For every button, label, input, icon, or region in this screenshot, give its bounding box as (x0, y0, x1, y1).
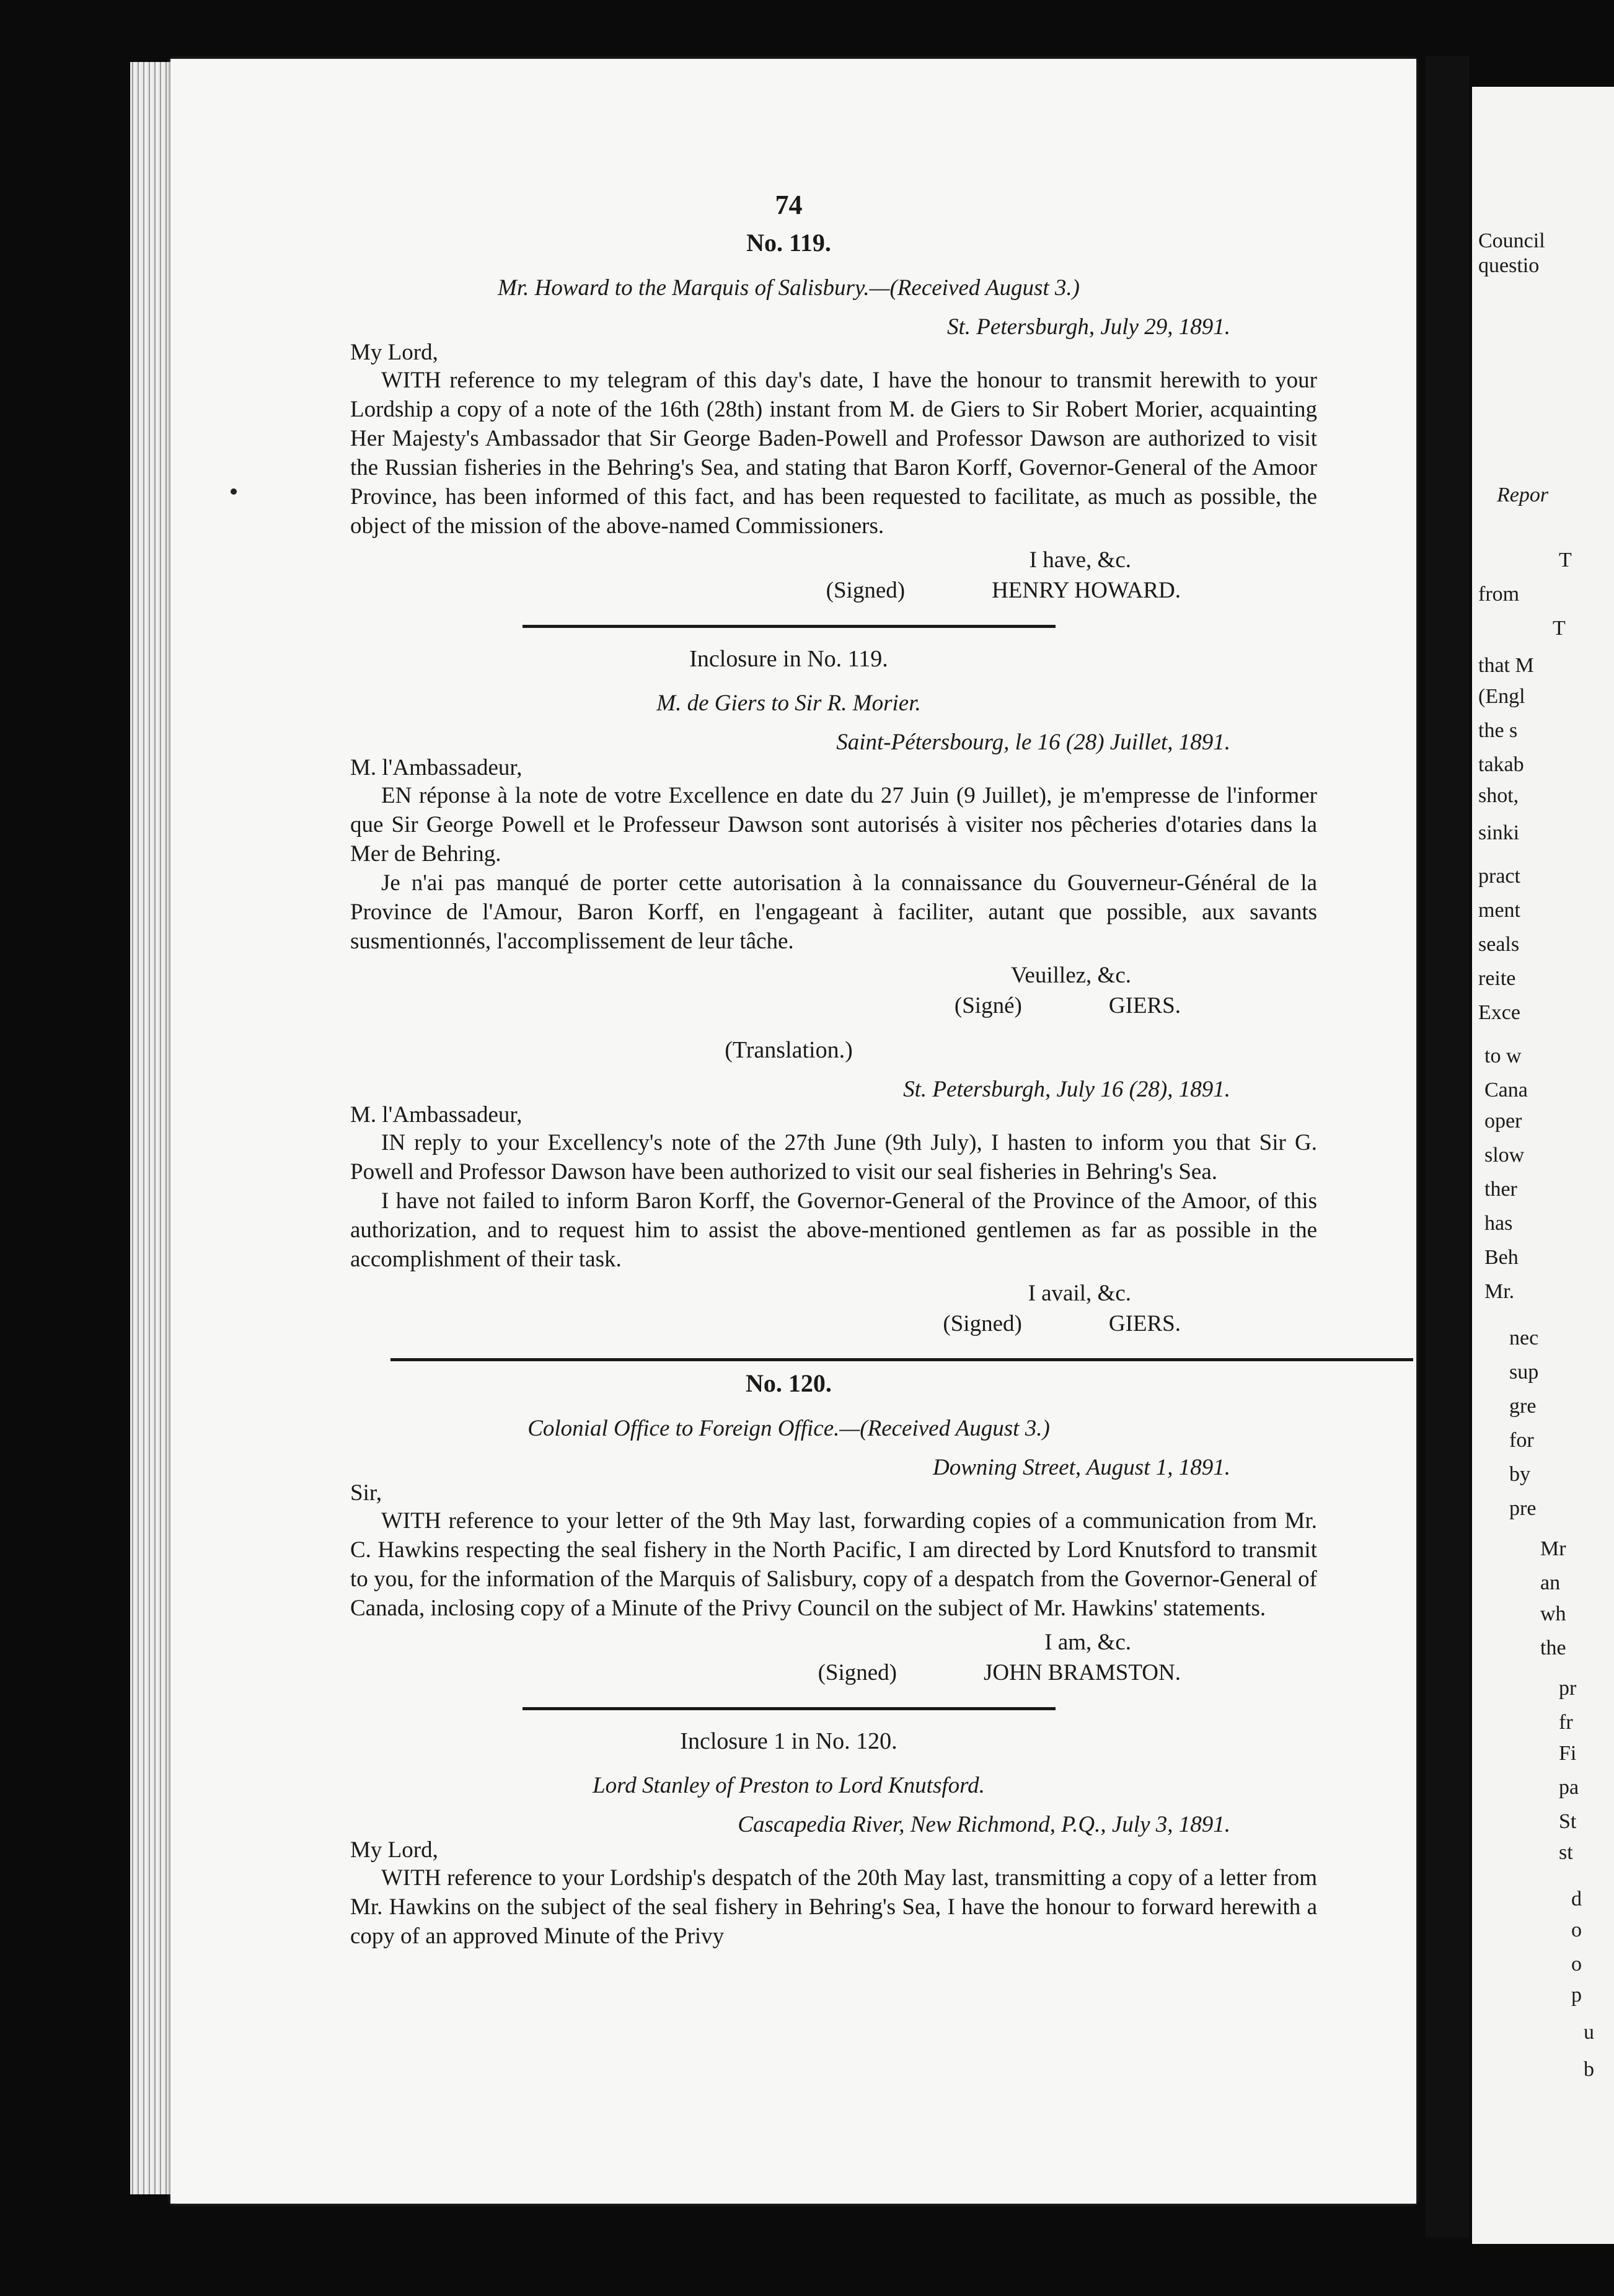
inclosure-120-dateline: Cascapedia River, New Richmond, P.Q., July 3, 1891. (738, 1812, 1230, 1837)
right-page-fragment: T (1559, 549, 1572, 572)
right-page-fragment: b (1584, 2058, 1594, 2081)
inclosure-119-salutation: M. l'Ambassadeur, (350, 755, 523, 780)
right-page (1472, 87, 1614, 2244)
right-page-fragment: takab (1478, 753, 1524, 776)
signed-label: (Signed) (826, 578, 906, 603)
translation-signature (186, 1310, 1391, 1337)
inclosure-119-para-1: EN réponse à la note de votre Excellence en date du 27 Juin (9 Juillet), je m'empresse de l'informer que Sir George Powell et le Professeur Dawson sont autorisés à visiter nos pêcheries d'otaries dans la Mer de Behring. (350, 783, 1317, 867)
signed-label: (Signed) (943, 1311, 1022, 1336)
page-number: 74 (775, 190, 803, 220)
doc-119-salutation: My Lord, (350, 340, 438, 365)
section-divider (523, 1707, 1056, 1710)
right-page-fragment: ment (1478, 899, 1520, 922)
right-page-fragment: gre (1509, 1395, 1537, 1418)
signer-name: GIERS. (1108, 993, 1181, 1018)
right-page-fragment: questio (1478, 254, 1540, 277)
right-page-fragment: slow (1484, 1144, 1525, 1167)
inclosure-119-title: M. de Giers to Sir R. Morier. (656, 691, 921, 716)
translation-closing: I avail, &c. (1028, 1281, 1131, 1306)
section-divider (523, 625, 1056, 628)
inclosure-120-salutation: My Lord, (350, 1837, 438, 1863)
right-page-fragment: Council (1478, 229, 1545, 252)
right-page-fragment: p (1571, 1984, 1582, 2007)
doc-120-salutation: Sir, (350, 1480, 382, 1506)
inclosure-119-dateline: Saint-Pétersbourg, le 16 (28) Juillet, 1891. (836, 730, 1230, 755)
right-page-fragment: Fi (1559, 1742, 1577, 1765)
right-page-fragment: sinki (1478, 821, 1520, 844)
right-page-fragment: Beh (1484, 1246, 1519, 1269)
signer-name: GIERS. (1108, 1311, 1181, 1336)
right-page-fragment: shot, (1478, 784, 1519, 807)
signed-label: (Signé) (954, 993, 1022, 1018)
translation-salutation: M. l'Ambassadeur, (350, 1102, 523, 1128)
signed-label: (Signed) (818, 1660, 897, 1685)
right-page-fragment: from (1478, 583, 1520, 606)
right-page-fragment: u (1584, 2021, 1594, 2044)
right-page-fragment: reite (1478, 967, 1516, 990)
doc-120-signature (186, 1659, 1391, 1686)
doc-120-number: No. 120. (746, 1369, 832, 1397)
right-page-fragment: ther (1484, 1178, 1517, 1201)
page-content (186, 121, 1391, 1951)
doc-119-number: No. 119. (746, 229, 831, 257)
right-page-fragment: that M (1478, 654, 1534, 677)
inclosure-120-heading: Inclosure 1 in No. 120. (680, 1728, 897, 1754)
right-page-fragment: o (1571, 1953, 1582, 1976)
right-page-fragment: (Engl (1478, 685, 1525, 708)
right-page-fragment: wh (1540, 1602, 1566, 1625)
right-page-fragment: pre (1509, 1497, 1537, 1520)
right-page-fragment: nec (1509, 1327, 1539, 1349)
doc-120-dateline: Downing Street, August 1, 1891. (933, 1455, 1230, 1480)
doc-119-body: WITH reference to my telegram of this day's date, I have the honour to transmit herewith to your Lordship a copy of a note of the 16th (28th) instant from M. de Giers to Sir Robert Morier, acquainting Her Majesty's Ambassador that Sir George Baden-Powell and Professor Dawson are authorized to visit the Russian fisheries in the Behring's Sea, and stating that Baron Korff, Governor-General of the Amoor Province, has been informed of this fact, and has been requested to facilitate, as much as possible, the object of the mission of the above-named Commissioners. (350, 368, 1317, 539)
translation-heading: (Translation.) (725, 1037, 853, 1063)
right-page-fragment: fr (1559, 1711, 1573, 1734)
right-page-fragment: St (1559, 1810, 1577, 1833)
inclosure-119-signature (186, 992, 1391, 1019)
inclosure-120-body: WITH reference to your Lordship's despatch of the 20th May last, transmitting a copy of a letter from Mr. Hawkins on the subject of the seal fishery in Behring's Sea, I have the honour to forward herewith a copy of an approved Minute of the Privy (350, 1865, 1317, 1949)
right-page-fragment: st (1559, 1841, 1573, 1864)
doc-119-signature (186, 577, 1391, 604)
right-page-fragment: o (1571, 1918, 1582, 1941)
inclosure-119-para-2: Je n'ai pas manqué de porter cette autorisation à la connaissance du Gouverneur-Général de la Province de l'Amour, Baron Korff, en l'engageant à faciliter, autant que possible, aux savants susmentionnés, l'accomplissement de leur tâche. (350, 870, 1317, 954)
right-page-fragment: Cana (1484, 1079, 1528, 1102)
translation-para-1: IN reply to your Excellency's note of the 27th June (9th July), I hasten to inform you that Sir G. Powell and Professor Dawson have been authorized to visit our seal fisheries in Behring's Sea. (350, 1130, 1317, 1185)
doc-119-title: Mr. Howard to the Marquis of Salisbury.—(Received August 3.) (498, 275, 1080, 301)
right-page-fragment: d (1571, 1888, 1582, 1910)
right-page-fragment: the (1540, 1636, 1566, 1659)
doc-119-closing: I have, &c. (1029, 547, 1131, 573)
right-page-fragment: oper (1484, 1110, 1522, 1133)
right-page-fragment: pract (1478, 865, 1520, 888)
right-page-fragment: Mr. (1484, 1280, 1515, 1303)
inclosure-119-closing: Veuillez, &c. (1010, 963, 1131, 988)
right-page-fragment: the s (1478, 719, 1518, 742)
section-divider (390, 1358, 1413, 1361)
doc-120-title: Colonial Office to Foreign Office.—(Received August 3.) (527, 1416, 1050, 1441)
right-page-fragment: seals (1478, 933, 1520, 956)
translation-dateline: St. Petersburgh, July 16 (28), 1891. (903, 1077, 1230, 1102)
page-edge (130, 62, 174, 2194)
signer-name: HENRY HOWARD. (992, 578, 1181, 603)
translation-para-2: I have not failed to inform Baron Korff, the Governor-General of the Province of the Amoor, of this authorization, and to request him to assist the above-mentioned gentlemen as far as possible in the accomplishment of their task. (350, 1188, 1317, 1272)
book-gutter (1426, 56, 1469, 2238)
right-page-fragment: Exce (1478, 1001, 1520, 1024)
inclosure-120-title: Lord Stanley of Preston to Lord Knutsford. (593, 1773, 985, 1798)
doc-120-closing: I am, &c. (1044, 1630, 1131, 1655)
right-page-fragment: pa (1559, 1776, 1579, 1799)
right-page-fragment: pr (1559, 1677, 1577, 1700)
right-page-fragment: for (1509, 1429, 1534, 1452)
right-page-fragment: Mr (1540, 1537, 1566, 1560)
doc-119-dateline: St. Petersburgh, July 29, 1891. (947, 314, 1230, 340)
right-page-fragment: Repor (1497, 483, 1549, 506)
right-page-fragment: an (1540, 1571, 1561, 1594)
right-page-fragment: to w (1484, 1044, 1522, 1067)
doc-120-body: WITH reference to your letter of the 9th May last, forwarding copies of a communication from Mr. C. Hawkins respecting the seal fishery in the North Pacific, I am directed by Lord Knutsford to transmit to you, for the information of the Marquis of Salisbury, copy of a despatch from the Governor-General of Canada, inclosing copy of a Minute of the Privy Council on the subject of Mr. Hawkins' statements. (350, 1508, 1317, 1621)
signer-name: JOHN BRAMSTON. (984, 1660, 1181, 1685)
right-page-fragment: by (1509, 1463, 1530, 1486)
right-page-fragment: has (1484, 1212, 1513, 1235)
right-page-fragment: sup (1509, 1361, 1539, 1384)
right-page-fragment: T (1553, 617, 1566, 640)
inclosure-119-heading: Inclosure in No. 119. (689, 646, 888, 672)
